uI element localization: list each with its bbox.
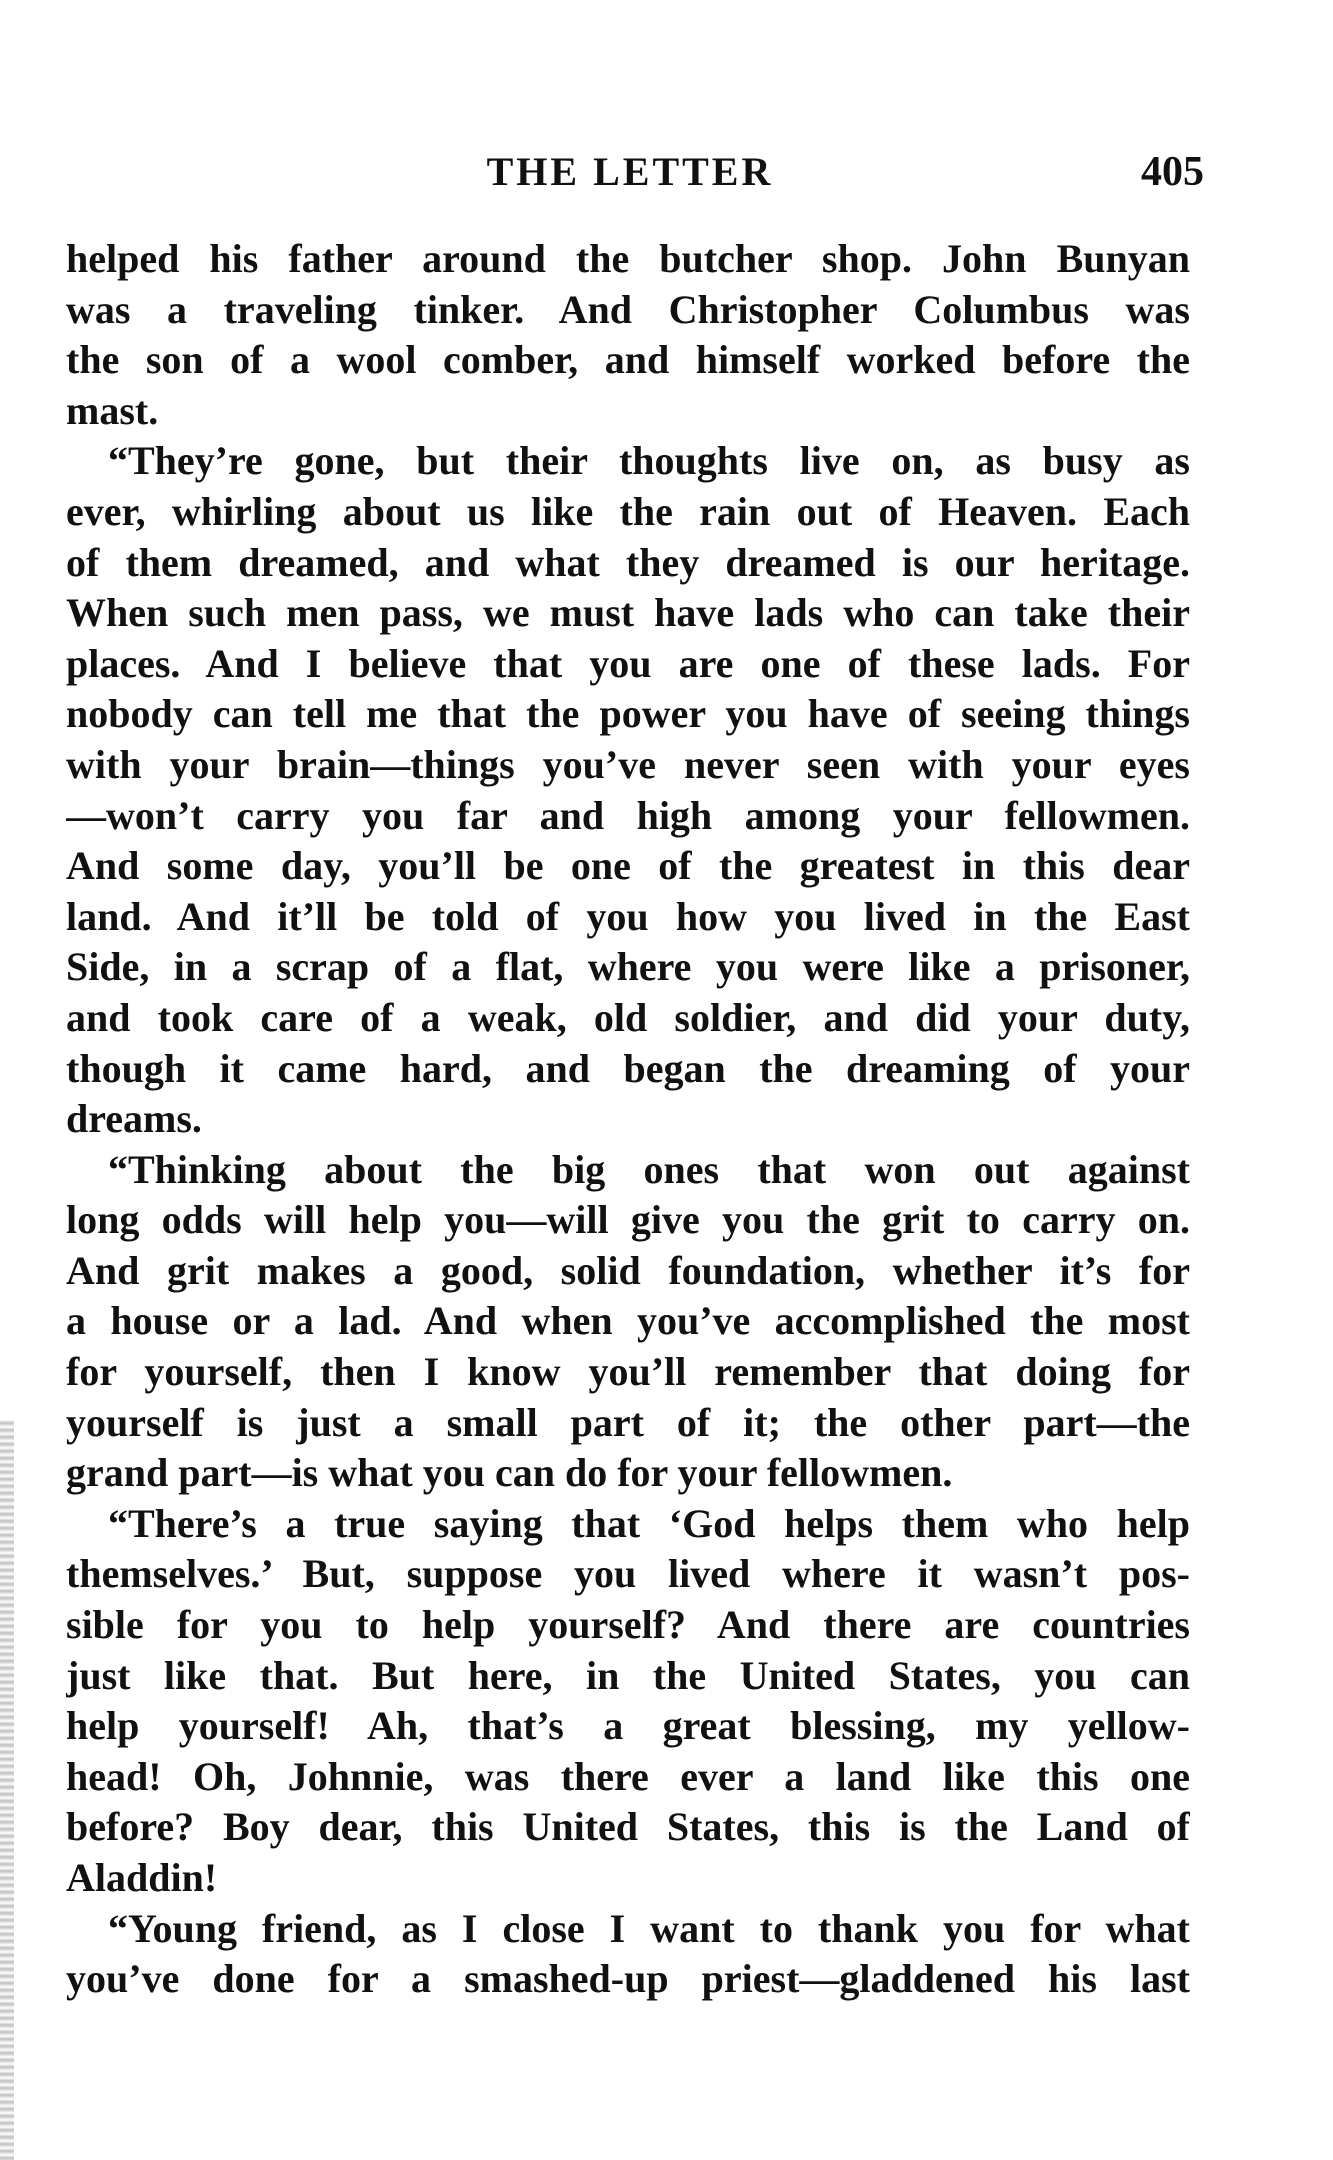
text-line: a house or a lad. And when you’ve accomplished the most [66,1298,1190,1344]
running-title: THE LETTER [486,149,774,194]
text-line: —won’t carry you far and high among your fellowmen. [66,792,1190,838]
text-line: places. And I believe that you are one of these lads. For [66,640,1190,686]
text-line: you’ve done for a smashed-up priest—gladdened his last [66,1956,1190,2002]
text-line: Aladdin! [66,1855,218,1900]
text-line: of them dreamed, and what they dreamed is our heritage. [66,539,1190,585]
text-line: the son of a wool comber, and himself worked before the [66,337,1190,383]
text-line: And grit makes a good, solid foundation, whether it’s for [66,1247,1190,1293]
text-line: “They’re gone, but their thoughts live on, as busy as [108,438,1190,484]
text-line: mast. [66,387,159,433]
text-line: with your brain—things you’ve never seen with your eyes [66,741,1190,787]
text-line: sible for you to help yourself? And there are countries [66,1602,1190,1648]
page-number: 405 [1141,149,1204,195]
text-line: And some day, you’ll be one of the greatest in this dear [66,843,1190,889]
text-line: was a traveling tinker. And Christopher Columbus was [66,286,1190,332]
text-line: When such men pass, we must have lads who can take their [66,590,1190,636]
text-line: “Young friend, as I close I want to thank you for what [108,1905,1190,1951]
running-head [60,148,1204,208]
text-line: dreams. [66,1096,202,1142]
text-line: ever, whirling about us like the rain out of Heaven. Each [66,488,1190,534]
text-line: help yourself! Ah, that’s a great blessing, my yellow- [66,1703,1190,1749]
text-line: yourself is just a small part of it; the other part—the [66,1399,1190,1445]
text-line: “Thinking about the big ones that won out against [108,1146,1190,1192]
text-line: Side, in a scrap of a flat, where you were like a prisoner, [66,944,1190,990]
text-line: and took care of a weak, old soldier, and did your duty, [66,994,1190,1040]
text-line: long odds will help you—will give you the grit to carry on. [66,1197,1190,1243]
body-text [66,234,1190,2005]
text-line: helped his father around the butcher shop. John Bunyan [66,236,1190,281]
text-line: “There’s a true saying that ‘God helps them who help [108,1500,1190,1546]
text-line: though it came hard, and began the dreaming of your [66,1045,1190,1091]
binding-edge-shadow [0,1420,14,2160]
text-line: land. And it’ll be told of you how you lived in the East [66,893,1190,939]
text-line: before? Boy dear, this United States, this is the Land of [66,1804,1190,1850]
text-line: themselves.’ But, suppose you lived where it wasn’t pos- [66,1551,1190,1597]
text-line: grand part—is what you can do for your fellowmen. [66,1450,953,1496]
text-line: nobody can tell me that the power you have of seeing things [66,691,1190,737]
text-line: for yourself, then I know you’ll remember that doing for [66,1349,1190,1395]
text-line: just like that. But here, in the United States, you can [66,1652,1190,1698]
text-line: head! Oh, Johnnie, was there ever a land like this one [66,1753,1190,1799]
